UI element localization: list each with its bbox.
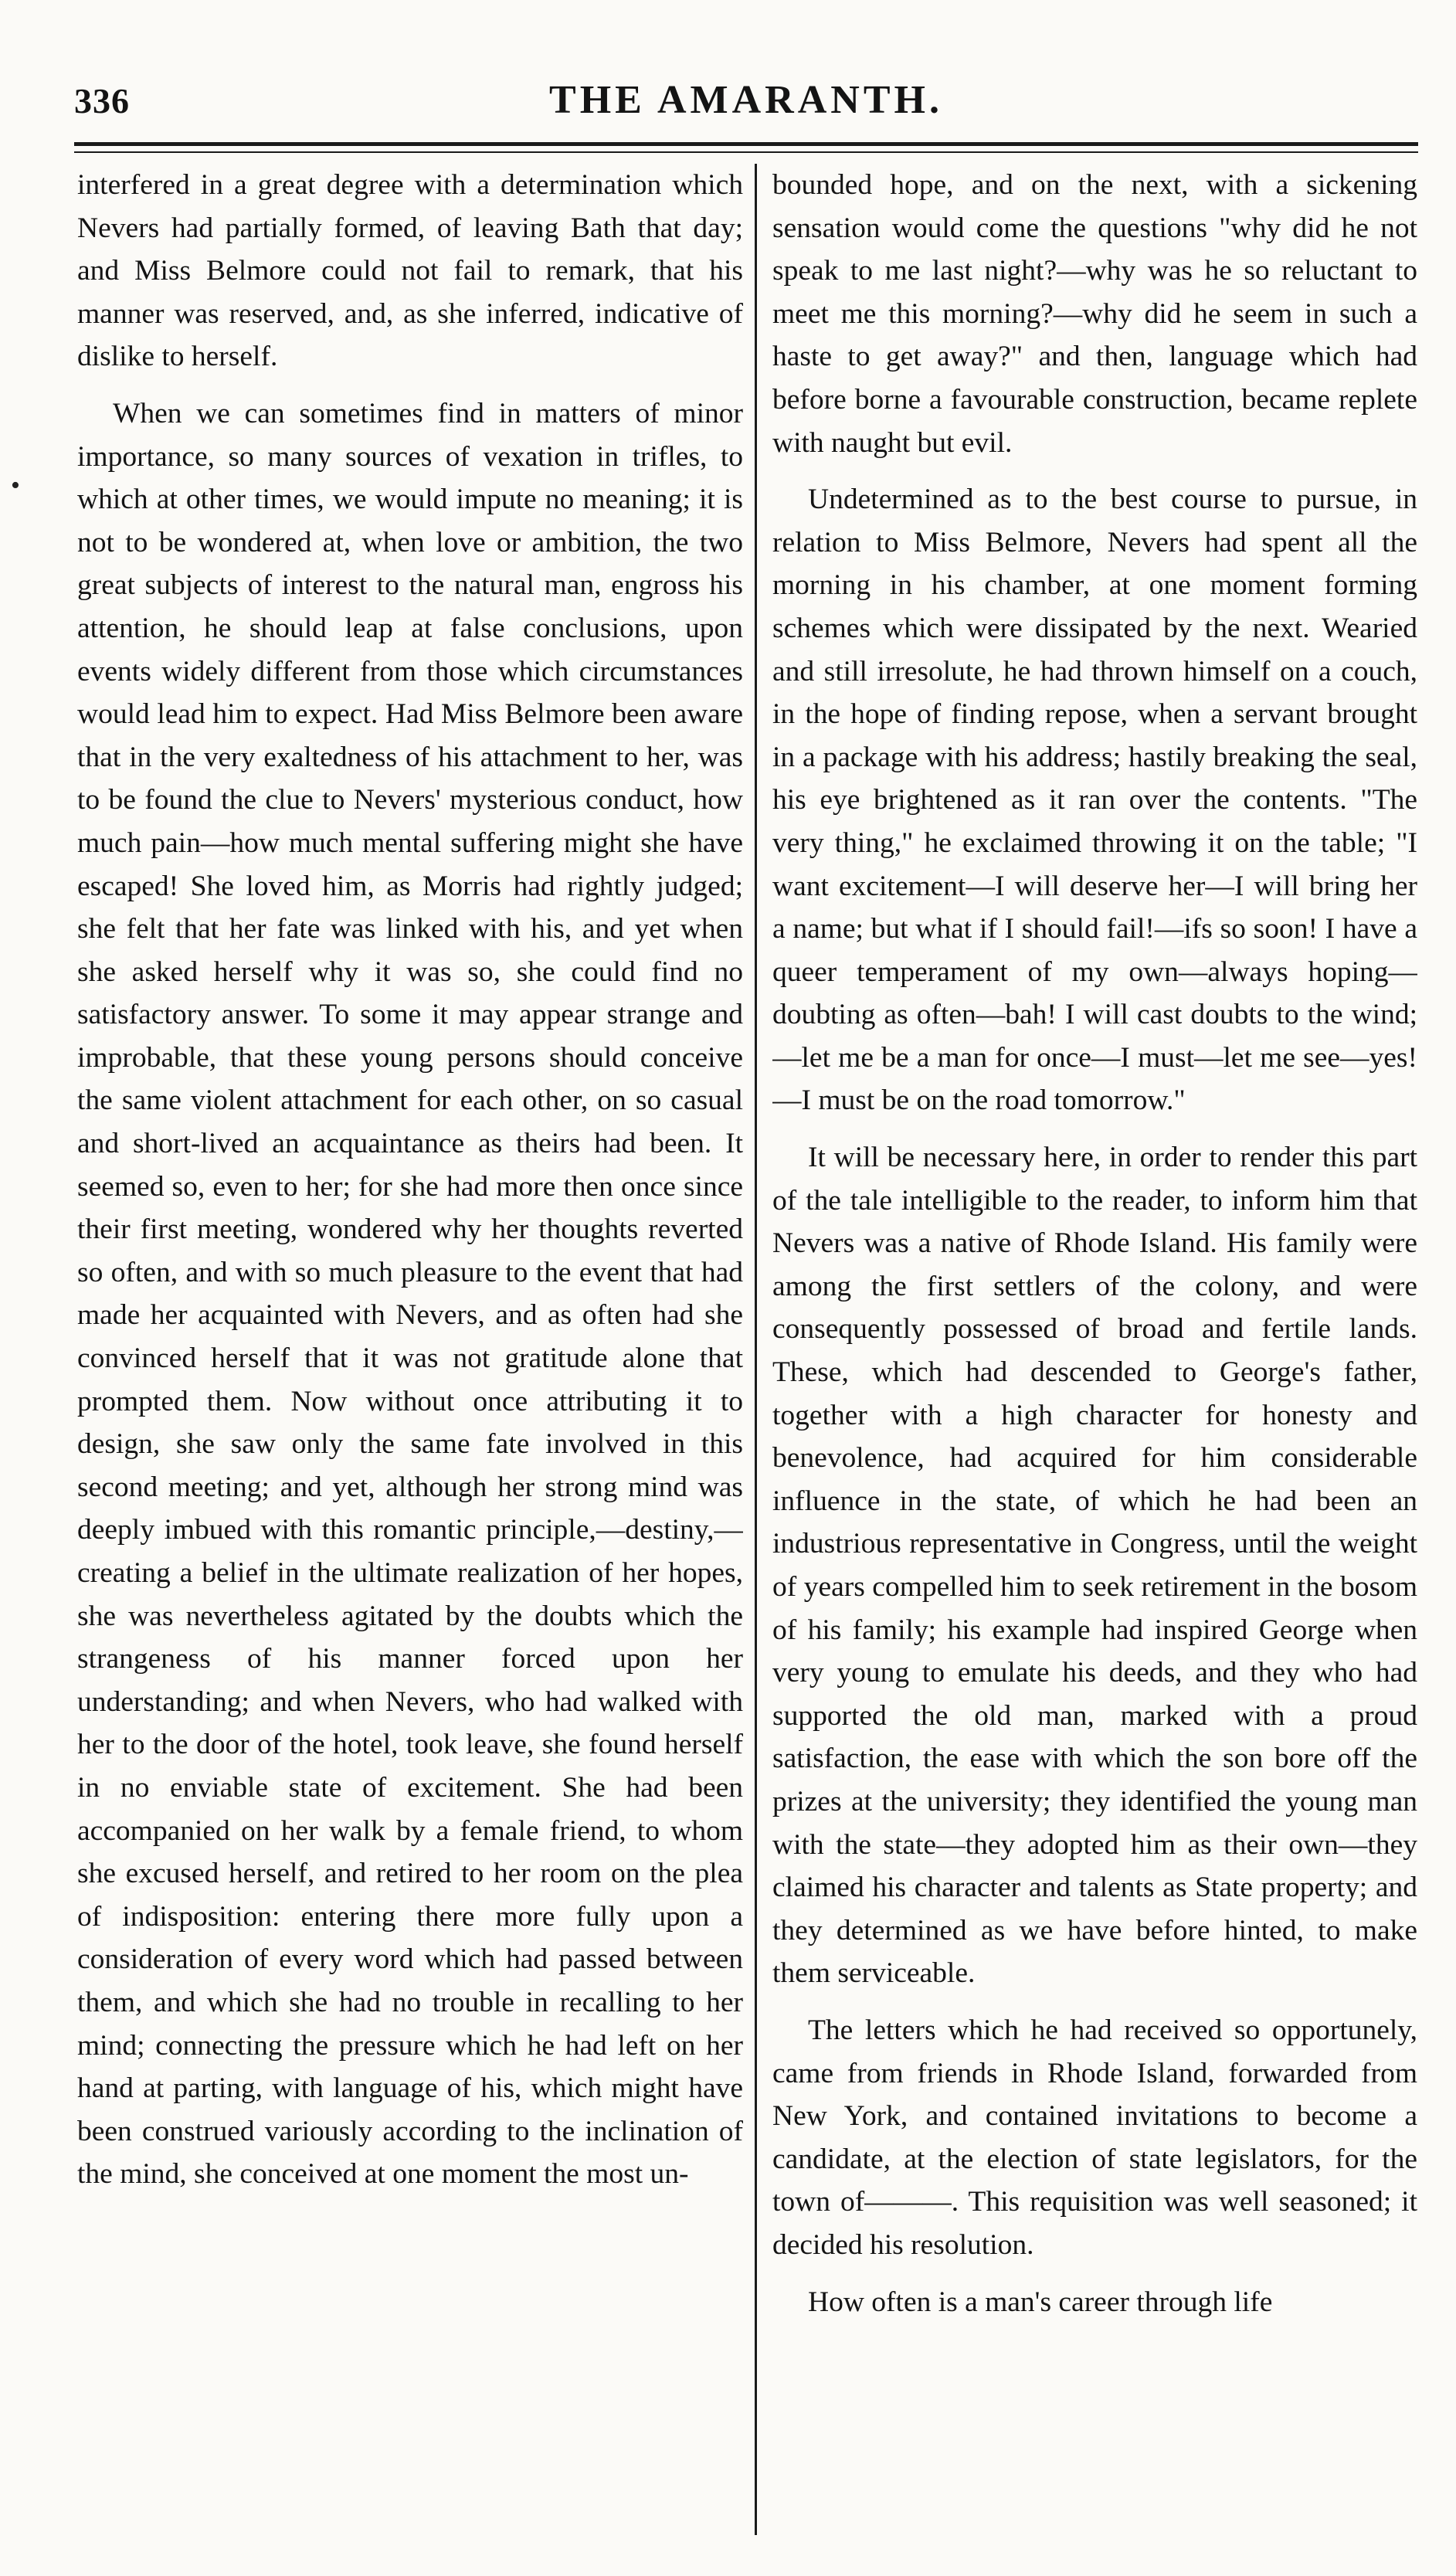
paragraph: The letters which he had received so opportunely, came from friends in Rhode Island, forwarded from New York, and contained invitations to become a candidate, at the election of state legislators, for the town of———. This requisition was well seasoned; it decided his resolution.: [772, 2014, 1417, 2261]
paragraph: It will be necessary here, in order to render this part of the tale intelligible to the reader, to inform him that Nevers was a native of Rhode Island. His family were among the first settlers of the colony, and were consequently possessed of broad and fertile lands. These, which had descended to George's father, together with a high character for honesty and benevolence, had acquired for him considerable influence in the state, of which he had been an industrious representative in Congress, until the weight of years compelled him to seek retirement in the bosom of his family; his example had inspired George when very young to emulate his deeds, and they who had supported the old man, marked with a proud satisfaction, the ease with which the son bore off the prizes at the university; they identified the young man with the state—they adopted him as their own—they claimed his character and talents as State property; and they determined as we have before hinted, to make them serviceable.: [772, 1142, 1417, 1990]
left-column: [77, 164, 743, 2535]
paragraph: Undetermined as to the best course to pursue, in relation to Miss Belmore, Nevers had spent all the morning in his chamber, at one moment forming schemes which were dissipated by the next. Wearied and still irresolute, he had thrown himself on a couch, in the hope of finding repose, when a servant brought in a package with his address; hastily breaking the seal, his eye brightened as it ran over the contents. "The very thing," he exclaimed throwing it on the table; "I want excitement—I will deserve her—I will bring her a name; but what if I should fail!—ifs so soon! I have a queer temperament of my own—always hoping—doubting as often—bah! I will cast doubts to the wind;—let me be a man for once—I must—let me see—yes!—I must be on the road tomorrow.": [772, 484, 1417, 1117]
stray-ink-mark: •: [11, 471, 20, 500]
header-rule-thick: [74, 142, 1418, 146]
running-title: THE AMARANTH.: [549, 78, 943, 122]
column-divider: [755, 164, 757, 2535]
header-rule-thin: [74, 151, 1418, 153]
page-number: 336: [74, 81, 130, 120]
paragraph: bounded hope, and on the next, with a sickening sensation would come the questions "why did he not speak to me last night?—why was he so reluctant to meet me this morning?—why did he seem in such a haste to get away?" and then, language which had before borne a favourable construction, became replete with naught but evil.: [772, 169, 1417, 459]
paragraph: How often is a man's career through life: [808, 2286, 1273, 2318]
right-column: [772, 164, 1417, 2535]
paragraph: interfered in a great degree with a determination which Nevers had partially formed, of leaving Bath that day; and Miss Belmore could not fail to remark, that his manner was reserved, and, as she inferred, indicative of dislike to herself.: [77, 169, 743, 373]
paragraph: When we can sometimes find in matters of minor importance, so many sources of vexation in trifles, to which at other times, we would impute no meaning; it is not to be wondered at, when love or ambition, the two great subjects of interest to the natural man, engross his attention, he should leap at false conclusions, upon events widely different from those which circumstances would lead him to expect. Had Miss Belmore been aware that in the very exaltedness of his attachment to her, was to be found the clue to Nevers' mysterious conduct, how much pain—how much mental suffering might she have escaped! She loved him, as Morris had rightly judged; she felt that her fate was linked with his, and yet when she asked herself why it was so, she could find no satisfactory answer. To some it may appear strange and improbable, that these young persons should conceive the same violent attachment for each other, on so casual and short-lived an acquaintance as theirs had been. It seemed so, even to her; for she had more then once since their first meeting, wondered why her thoughts reverted so often, and with so much pleasure to the event that had made her acquainted with Nevers, and as often had she convinced herself that it was not gratitude alone that prompted them. Now without once attributing it to design, she saw only the same fate involved in this second meeting; and yet, although her strong mind was deeply imbued with this romantic principle,—destiny,—creating a belief in the ultimate realization of her hopes, she was nevertheless agitated by the doubts which the strangeness of his manner forced upon her understanding; and when Nevers, who had walked with her to the door of the hotel, took leave, she found herself in no enviable state of excitement. She had been accompanied on her walk by a female friend, to whom she excused herself, and retired to her room on the plea of indisposition: entering there more fully upon a consideration of every word which had passed between them, and which she had no trouble in recalling to her mind; connecting the pressure which he had left on her hand at parting, with language of his, which might have been construed variously according to the inclination of the mind, she conceived at one moment the most un-: [77, 397, 743, 2191]
page-header: [74, 74, 1418, 128]
